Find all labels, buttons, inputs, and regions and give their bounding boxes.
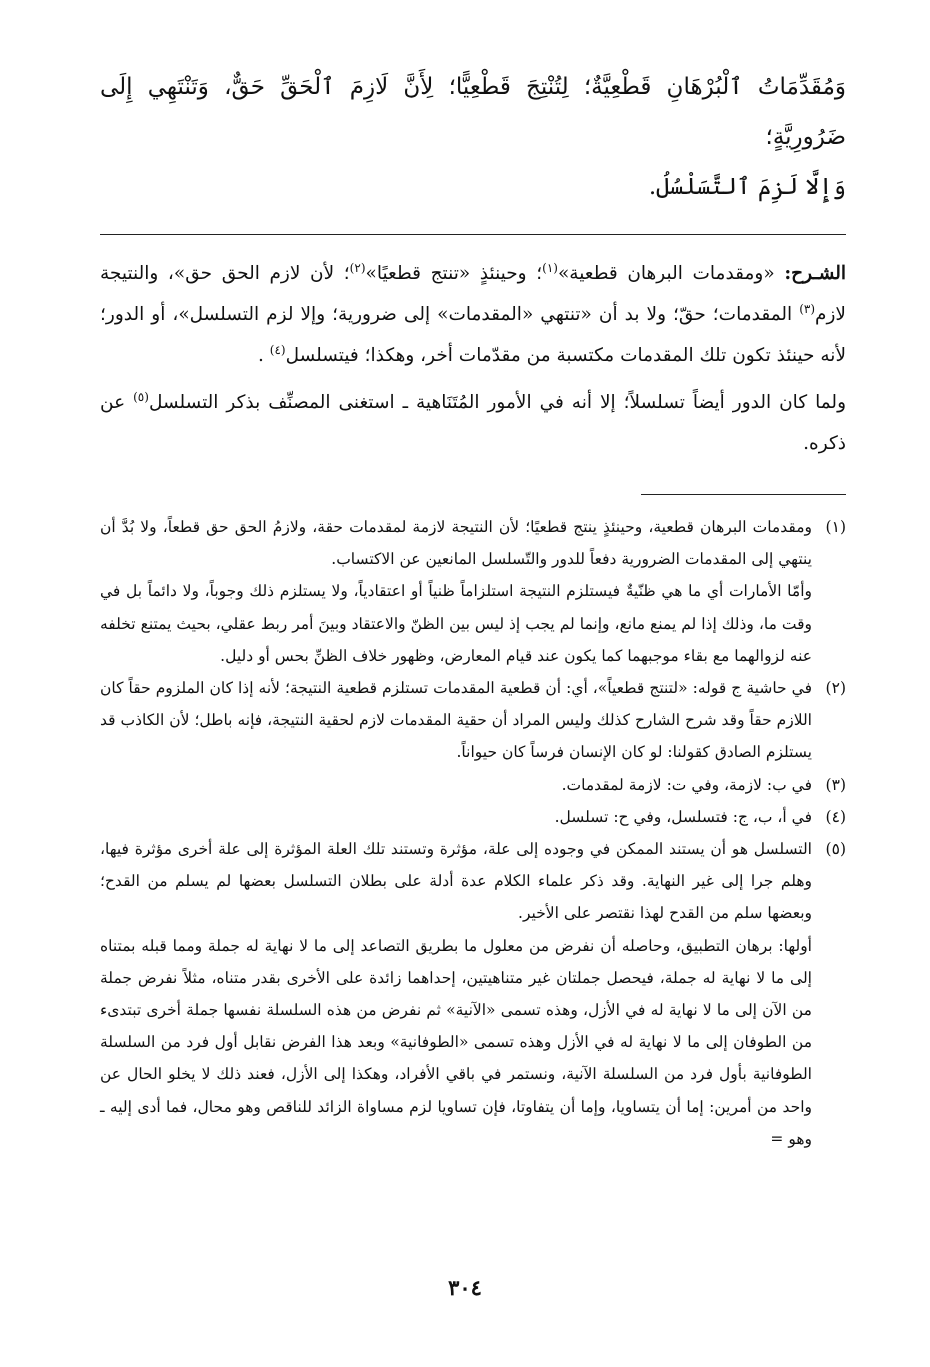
footnote-paragraph: في أ، ب، ج: فتسلسل، وفي ح: تسلسل. (554, 807, 812, 826)
footnote-body (100, 801, 812, 833)
footnote-marker: (١) (542, 260, 558, 275)
sharh-paragraph (100, 253, 846, 376)
sharh-text: . (258, 345, 270, 366)
footnote-body (100, 511, 812, 672)
sharh-text: ؛ وحينئذٍ «تنتج قطعيًا» (365, 263, 543, 284)
matn-text (100, 62, 846, 212)
sharh-paragraph (100, 382, 846, 464)
footnote-separator (641, 494, 846, 495)
footnote-body (100, 769, 812, 801)
footnote (100, 769, 846, 801)
footnote-paragraph: وأمّا الأمارات أي ما هي ظنّيةٌ فيستلزم النتيجة استلزاماً ظنياً أو اعتقادياً، ولا يستلزم ذلك وجوباً، ولا دائماً بل في وقت ما، وذلك إذا لم يمنع مانع، وإنما لم يجب إذ ليس بين الظنّ والاعتقاد وبينَ أمر ربط عقلي، بحيث يمتنع تخلفه عنه لزوالهما مع بقاء موجبهما كما يكون عند قيام المعارض، وظهور خلاف الظنِّ بحس أو دليل. (100, 582, 812, 665)
footnote-number: (٣) (825, 775, 846, 794)
sharh-text: «ومقدمات البرهان قطعية» (557, 263, 785, 284)
matn-separator (100, 234, 846, 235)
sharh-lead: الشـرح: (784, 263, 846, 284)
page-number: ٣٠٤ (448, 1275, 482, 1300)
matn-line: وَمُقَدِّمَاتُ ٱلْبُرْهَانِ قَطْعِيَّةٌ؛ لِتُنْتِجَ قَطْعِيًّا؛ لِأَنَّ لَازِمَ ٱلْحَقِّ حَقٌّ، وَتَنْتَهِي إِلَى ضَرُورِيَّةٍ؛ (100, 74, 846, 150)
footnote-paragraph: في حاشية ج قوله: «لتنتج قطعياً»، أي: أن قطعية المقدمات تستلزم قطعية النتيجة؛ لأنه إذا كان الملزوم حقاً كان اللازم حقاً وقد شرح الشارح كذلك وليس المراد أن حقية المقدمات لازم لحقية النتيجة، فإنه باطل؛ لأن الكاذب قد يستلزم الصادق كقولنا: لو كان الإنسان فرساً كان حيواناً. (100, 679, 812, 762)
footnote-number: (٥) (825, 840, 846, 859)
sharh-text: عن ذكره. (100, 392, 846, 454)
sharh-text: ؛ لأن لازم الحق حق»، والنتيجة لازم (100, 263, 846, 325)
footnote-marker: (٥) (133, 389, 149, 404)
footnote-number: (١) (825, 518, 846, 536)
sharh-commentary (100, 253, 846, 464)
footnote (100, 833, 846, 1155)
footnotes (100, 511, 846, 1155)
footnote (100, 801, 846, 833)
page-body (100, 62, 846, 1155)
matn-line: وَإِلَّا لَزِمَ ٱلتَّسَلْسُلُ. (648, 174, 846, 200)
footnote-paragraph: التسلسل هو أن يستند الممكن في وجوده إلى علة، مؤثرة وتستند تلك العلة المؤثرة إلى علة أخرى مؤثرة فيها، وهلم جرا إلى غير النهاية. وقد ذكر علماء الكلام عدة أدلة على بطلان التسلسل بعضها لم يسلم من القدح؛ وبعضها سلم من القدح لهذا نقتصر على الأخير. (100, 840, 812, 923)
footnote-marker: (٤) (269, 342, 286, 357)
footnote (100, 511, 846, 672)
sharh-text: المقدمات؛ حقّ؛ ولا بد أن «تنتهي «المقدمات» إلى ضرورية؛ وإلا لزم التسلسل»، أو الدور؛ لأنه حينئذ تكون تلك المقدمات مكتسبة من مقدّمات أخر، وهكذا؛ فيتسلسل (100, 304, 846, 366)
footnote-number: (٤) (825, 807, 846, 826)
footnote-body (100, 672, 812, 769)
sharh-text: ولما كان الدور أيضاً تسلسلاً؛ إلا أنه في الأمور المُتَنَاهية ـ استغنى المصنِّف بذكر التسلسل (148, 392, 846, 413)
footnote-paragraph: أولها: برهان التطبيق، وحاصله أن نفرض من معلول ما بطريق التصاعد إلى ما لا نهاية له جملة ومما قبله بمتناه إلى ما لا نهاية له جملة، فيحصل جملتان غير متناهيتين، إحداهما زائدة على الأخرى بقدر متناه، مثلاً نفرض جملة من الآن إلى ما لا نهاية له في الأزل، وهذه تسمى «الآنية» ثم نفرض من هذه السلسلة نفسها جملة أخرى تبتدىء من الطوفان إلى ما لا نهاية له في الأزل وهذه تسمى «الطوفانية» وبعد هذا الفرض نقابل أول فرد من السلسلة الطوفانية بأول فرد من السلسلة الآنية، ونستمر في باقي الأفراد، وهكذا إلى الأزل، فعند ذلك لا يخلو الحال عن واحد من أمرين: إما أن يتساويا، وإما أن يتفاوتا، فإن تساويا لزم مساواة الزائد للناقص وهو محال، فما أدى إليه ـ وهو = (100, 936, 812, 1148)
footnote (100, 672, 846, 769)
footnote-paragraph: ومقدمات البرهان قطعية، وحينئذٍ ينتج قطعيًا؛ لأن النتيجة لازمة لمقدمات حقة، ولازمُ الحق حق قطعاً، ولا بُدَّ أن ينتهي إلى المقدمات الضرورية دفعاً للدور والتّسلسل المانعين عن الاكتساب. (100, 518, 812, 569)
footnote-marker: (٢) (349, 260, 366, 275)
footnote-paragraph: في ب: لازمة، وفي ت: لازمة لمقدمات. (561, 775, 812, 794)
footnote-body (100, 833, 812, 1155)
footnote-number: (٢) (825, 679, 846, 698)
footnote-marker: (٣) (799, 301, 816, 316)
